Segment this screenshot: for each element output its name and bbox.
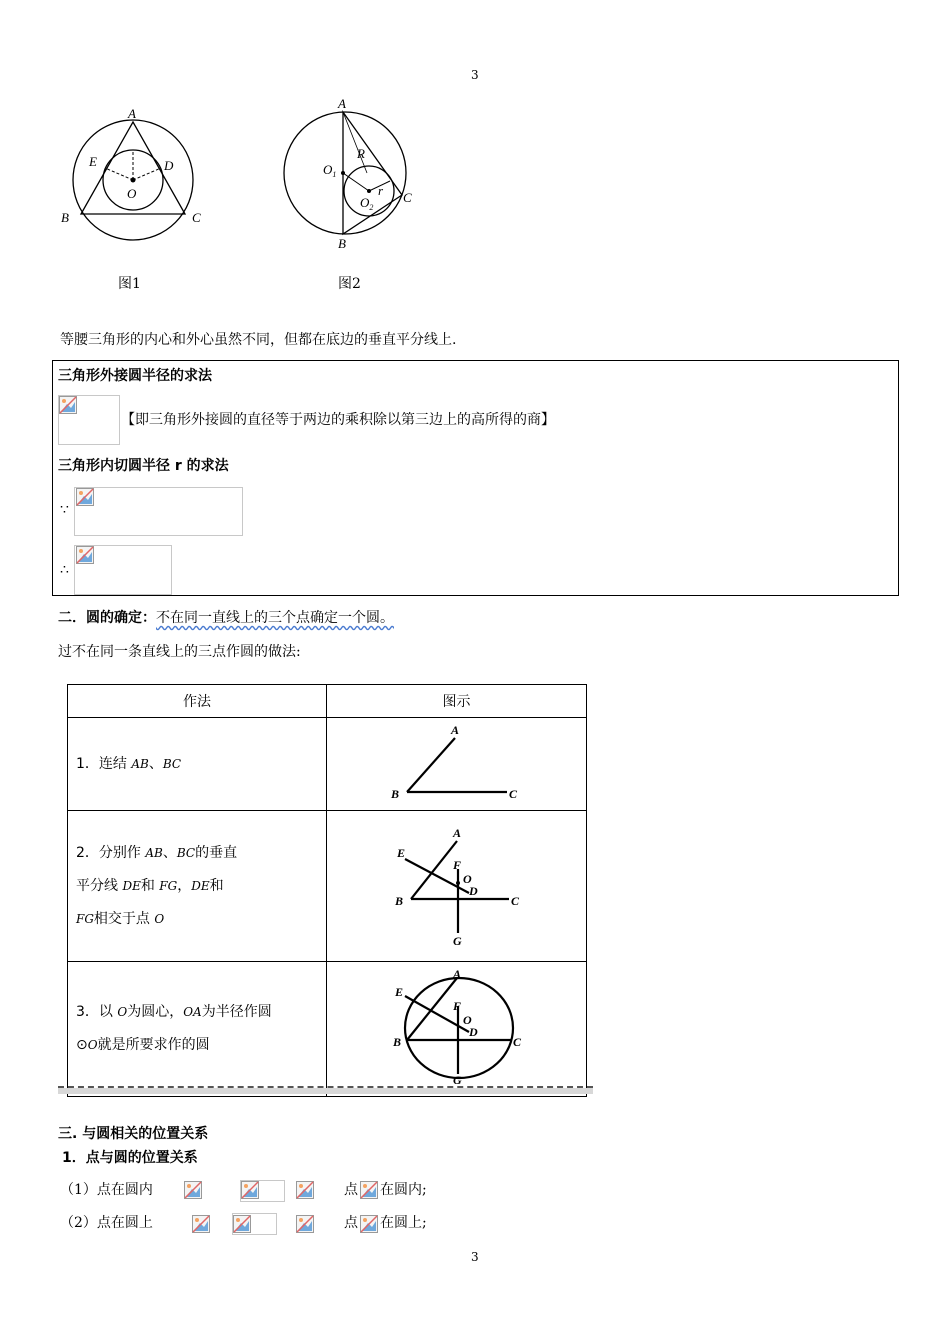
because-symbol: ∵ bbox=[60, 502, 69, 518]
construction-steps-table bbox=[67, 684, 587, 1097]
broken-image-icon bbox=[296, 1181, 314, 1199]
fig2-label-b: B bbox=[338, 236, 346, 251]
broken-image-icon bbox=[76, 488, 94, 506]
inradius-title: 三角形内切圆半径 r 的求法 bbox=[58, 458, 229, 474]
svg-text:F: F bbox=[453, 858, 462, 872]
broken-image-icon bbox=[360, 1215, 378, 1233]
fig2-label-r-big: R bbox=[357, 146, 365, 161]
circumradius-note: 【即三角形外接圆的直径等于两边的乘积除以第三边上的高所得的商】 bbox=[121, 412, 555, 428]
section-2-heading: 二．圆的确定： bbox=[58, 610, 156, 626]
fig1-label-c: C bbox=[192, 210, 201, 225]
table-header-method: 作法 bbox=[68, 685, 327, 718]
case-1-label: （1）点在圆内 bbox=[60, 1182, 153, 1198]
svg-text:C: C bbox=[509, 787, 518, 801]
step-2-text: 2．分别作 AB、BC的垂直 平分线 DE和 FG，DE和 FG相交于点 O bbox=[68, 811, 327, 962]
table-bottom-shade bbox=[58, 1088, 593, 1094]
figure-2-circumcircle-diagram bbox=[275, 95, 425, 255]
svg-text:A: A bbox=[453, 967, 462, 981]
svg-text:E: E bbox=[395, 985, 404, 999]
svg-text:O: O bbox=[463, 1013, 472, 1027]
svg-text:C: C bbox=[511, 894, 520, 908]
svg-text:B: B bbox=[391, 787, 400, 801]
fig2-label-r-small: r bbox=[378, 183, 384, 198]
case-1-point-word: 点 bbox=[344, 1182, 358, 1198]
case-1-tail: 在圆内; bbox=[380, 1182, 427, 1198]
broken-image-icon bbox=[241, 1181, 259, 1199]
broken-image-icon bbox=[59, 396, 77, 414]
fig1-label-e: E bbox=[89, 154, 97, 169]
radius-formula-box bbox=[52, 360, 899, 596]
broken-image-icon bbox=[296, 1215, 314, 1233]
svg-text:E: E bbox=[397, 846, 406, 860]
fig1-label-d: D bbox=[164, 158, 174, 173]
case-2-label: （2）点在圆上 bbox=[60, 1215, 153, 1231]
inradius-premise-formula-image bbox=[74, 487, 243, 536]
step-1-diagram bbox=[327, 718, 586, 806]
section-2-line bbox=[58, 608, 394, 628]
svg-text:G: G bbox=[453, 934, 462, 948]
page-number-bottom: 3 bbox=[471, 1250, 479, 1264]
construction-method-intro: 过不在同一条直线上的三点作圆的做法: bbox=[58, 644, 301, 660]
figure-2-caption: 图2 bbox=[338, 276, 361, 292]
section-3-sub-1: 1．点与圆的位置关系 bbox=[62, 1150, 198, 1166]
figure-1-caption: 图1 bbox=[118, 276, 141, 292]
case-2-point-word: 点 bbox=[344, 1215, 358, 1231]
section-3-heading: 三. 与圆相关的位置关系 bbox=[58, 1126, 209, 1142]
page-number-top: 3 bbox=[471, 68, 479, 82]
fig1-label-b: B bbox=[61, 210, 69, 225]
fig2-label-o1: $O_1$ bbox=[323, 162, 337, 179]
svg-text:O: O bbox=[463, 872, 472, 886]
section-divider bbox=[58, 1086, 593, 1088]
broken-image-icon bbox=[76, 546, 94, 564]
step-2-diagram bbox=[327, 811, 586, 957]
broken-image-icon bbox=[192, 1215, 210, 1233]
step-3-diagram-cell bbox=[327, 962, 587, 1097]
broken-image-icon bbox=[233, 1215, 251, 1233]
figure-1-incircle-diagram bbox=[55, 100, 215, 260]
isosceles-note: 等腰三角形的内心和外心虽然不同，但都在底边的垂直平分线上. bbox=[60, 332, 457, 348]
step-3-text: 3．以 O为圆心，OA为半径作圆 ⊙O就是所要求作的圆 bbox=[68, 962, 327, 1097]
fig2-label-o2: $O_2$ bbox=[360, 195, 374, 212]
svg-text:A: A bbox=[453, 826, 462, 840]
fig2-label-a: A bbox=[338, 96, 346, 111]
circumradius-title: 三角形外接圆半径的求法 bbox=[58, 368, 212, 384]
therefore-symbol: ∴ bbox=[60, 562, 69, 578]
svg-text:A: A bbox=[451, 723, 460, 737]
circle-determination-statement: 不在同一直线上的三个点确定一个圆。 bbox=[156, 610, 394, 626]
fig2-label-c: C bbox=[403, 190, 412, 205]
fig1-label-a: A bbox=[128, 106, 136, 121]
step-1-diagram-cell bbox=[327, 718, 587, 811]
svg-text:B: B bbox=[395, 894, 404, 908]
broken-image-icon bbox=[360, 1181, 378, 1199]
table-header-diagram: 图示 bbox=[327, 685, 587, 718]
step-2-diagram-cell bbox=[327, 811, 587, 962]
case-2-tail: 在圆上; bbox=[380, 1215, 427, 1231]
svg-text:G: G bbox=[453, 1073, 462, 1087]
step-3-diagram bbox=[327, 962, 586, 1092]
svg-text:F: F bbox=[453, 999, 462, 1013]
svg-text:D: D bbox=[469, 884, 478, 898]
broken-image-icon bbox=[184, 1181, 202, 1199]
step-1-text: 1．连结 AB、BC bbox=[68, 718, 327, 811]
svg-text:C: C bbox=[513, 1035, 522, 1049]
svg-text:B: B bbox=[393, 1035, 402, 1049]
fig1-label-o: O bbox=[127, 186, 137, 201]
svg-text:D: D bbox=[469, 1025, 478, 1039]
